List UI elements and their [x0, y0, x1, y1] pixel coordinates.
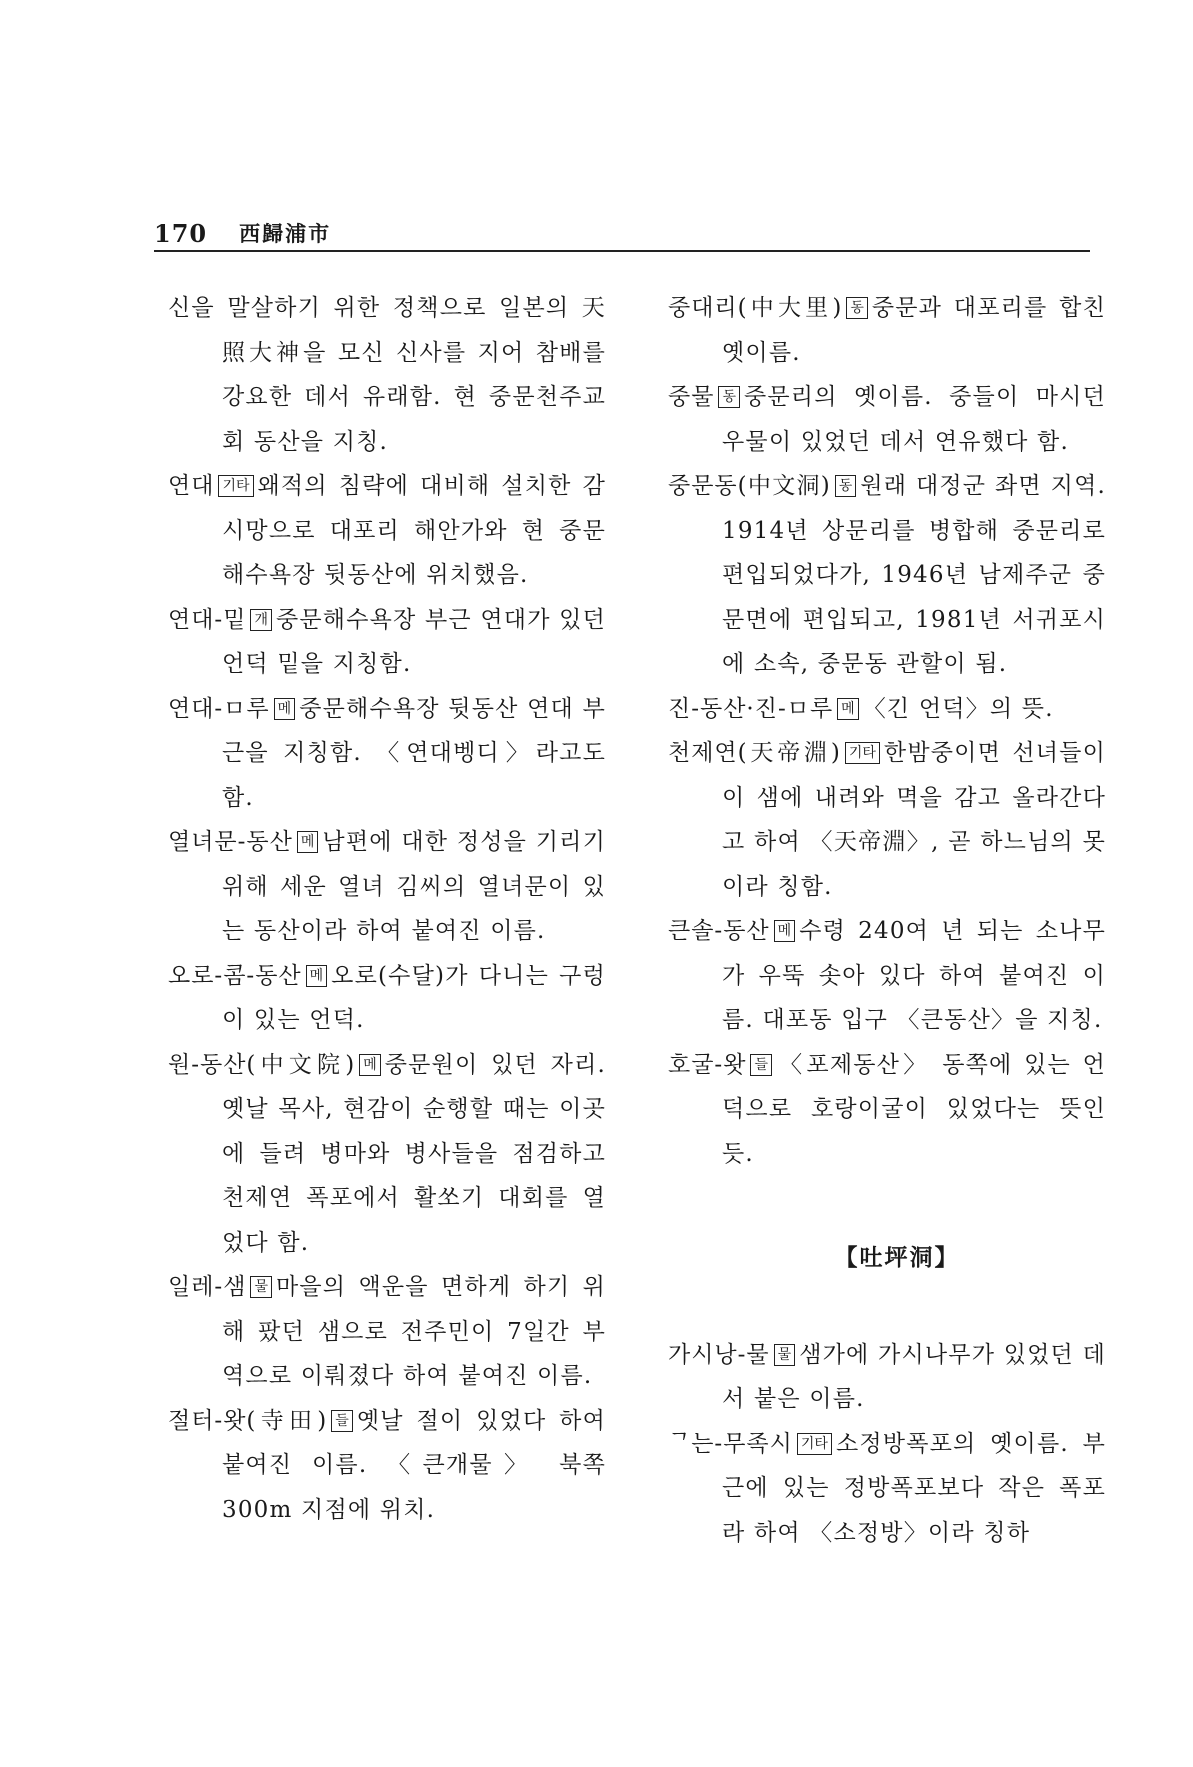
entry-won-dongsan — [168, 1043, 606, 1266]
entry-term: 연대-ㅁ루 — [168, 695, 270, 722]
category-tag: 동 — [835, 475, 857, 497]
entry-term: 가시낭-물 — [668, 1341, 770, 1368]
category-tag: 들 — [331, 1410, 353, 1432]
entry-term: 절터-왓(寺田) — [168, 1407, 328, 1434]
entry-hogul-wat — [668, 1043, 1106, 1177]
entry-jungmul — [668, 375, 1106, 464]
entry-body: 남편에 대한 정성을 기리기 위해 세운 열녀 김씨의 열녀문이 있는 동산이라 하여 붙여진 이름. — [222, 829, 606, 944]
entry-cheonjeyeon — [668, 731, 1106, 909]
entry-term: 진-동산·진-ㅁ루 — [668, 695, 834, 722]
entry-body: 중문리의 옛이름. 중들이 마시던 우물이 있었던 데서 연유했다 함. — [722, 384, 1106, 455]
entry-body: 중문과 대포리를 합친 옛이름. — [722, 295, 1106, 366]
category-tag: 들 — [750, 1054, 772, 1076]
running-title: 西歸浦市 — [239, 221, 332, 246]
entry-body: 〈포제동산〉 동쪽에 있는 언덕으로 호랑이굴이 있었다는 뜻인 듯. — [722, 1051, 1106, 1167]
page-header — [154, 210, 1090, 248]
entry-body: 중문원이 있던 자리. 옛날 목사, 현감이 순행할 때는 이곳에 들려 병마와 병사들을 점검하고 천제연 폭포에서 활쏘기 대회를 열었다 함. — [222, 1051, 606, 1256]
entry-term: 일레-샘 — [168, 1274, 247, 1300]
entry-body: 옛날 절이 있었다 하여 붙여진 이름. 〈큰개물〉 북쪽 300m 지점에 위치. — [222, 1407, 607, 1523]
entry-yeondae-mit — [168, 598, 606, 687]
entry-yeolnyeomun — [168, 820, 606, 954]
category-tag: 물 — [250, 1276, 272, 1298]
entry-jungdae-ri — [668, 286, 1106, 375]
entry-term: 연대 — [168, 473, 215, 499]
category-tag: 동 — [846, 297, 868, 319]
category-tag: 메 — [774, 920, 796, 942]
entry-body: 중문해수욕장 뒷동산 연대 부근을 지칭함. 〈연대벵디〉라고도 함. — [222, 695, 606, 811]
entry-term: 연대-밑 — [168, 606, 247, 633]
entry-body: 신을 말살하기 위한 정책으로 일본의 天照大神을 모신 신사를 지어 참배를 강요한 데서 유래함. 현 중문천주교회 동산을 지칭. — [168, 295, 606, 455]
entry-term: 중문동(中文洞) — [668, 473, 831, 499]
entry-jungmun-dong — [668, 464, 1106, 687]
category-tag: 메 — [306, 965, 328, 987]
category-tag: 기타 — [218, 475, 253, 497]
entry-term: 열녀문-동산 — [168, 829, 293, 855]
entry-oro-kom — [168, 954, 606, 1043]
entry-body: 〈긴 언덕〉의 뜻. — [862, 695, 1054, 722]
entry-term: 오로-콤-동산 — [168, 962, 302, 989]
entry-body: 마을의 액운을 면하게 하기 위해 팠던 샘으로 전주민이 7일간 부역으로 이뤄졌다 하여 붙여진 이름. — [222, 1274, 606, 1389]
entry-term: 원-동산(中文院) — [168, 1051, 356, 1078]
entry-yeondae — [168, 464, 606, 598]
entry-term: 중물 — [668, 384, 715, 410]
entry-body: 소정방폭포의 옛이름. 부근에 있는 정방폭포보다 작은 폭포라 하여 〈소정방〉이라 칭하 — [722, 1430, 1106, 1546]
category-tag: 기타 — [797, 1433, 832, 1455]
entry-body: 중문해수욕장 부근 연대가 있던 언덕 밑을 지칭함. — [222, 606, 606, 677]
entry-ille-saem — [168, 1265, 606, 1399]
header-rule — [154, 250, 1090, 252]
category-tag: 기타 — [845, 742, 880, 764]
entry-keunsol-dongsan — [668, 909, 1106, 1043]
entry-term: 호굴-왓 — [668, 1051, 747, 1078]
entry-gasinang-mul — [668, 1333, 1106, 1422]
entry-term: 중대리(中大里) — [668, 295, 843, 321]
category-tag: 메 — [274, 698, 296, 720]
entry-jin-dongsan — [668, 687, 1106, 732]
entry-continuation — [168, 286, 606, 464]
entry-yeondae-maru — [168, 687, 606, 821]
entry-body: 수령 240여 년 되는 소나무가 우뚝 솟아 있다 하여 붙여진 이름. 대포동 입구 〈큰동산〉을 지칭. — [722, 918, 1106, 1033]
entry-body: 왜적의 침략에 대비해 설치한 감시망으로 대포리 해안가와 현 중문해수욕장 뒷동산에 위치했음. — [222, 473, 606, 588]
left-column — [168, 286, 606, 1532]
category-tag: 메 — [297, 831, 319, 853]
entry-term: 천제연(天帝淵) — [668, 740, 841, 766]
category-tag: 메 — [837, 698, 859, 720]
section-heading: 【吐坪洞】 — [834, 1244, 960, 1271]
category-tag: 개 — [250, 609, 272, 631]
entry-body: 오로(수달)가 다니는 구렁이 있는 언덕. — [222, 962, 606, 1033]
page-number: 170 — [154, 219, 208, 248]
category-tag: 메 — [359, 1054, 381, 1076]
category-tag: 물 — [774, 1344, 796, 1366]
entry-body: 원래 대정군 좌면 지역. 1914년 상문리를 병합해 중문리로 편입되었다가, 1946년 남제주군 중문면에 편입되고, 1981년 서귀포시에 소속, 중문동 관할이 됨. — [722, 473, 1106, 677]
entry-jeolteo-wat — [168, 1399, 606, 1533]
category-tag: 동 — [718, 386, 740, 408]
entry-ganeun-mujoksi — [668, 1422, 1106, 1556]
entry-body: 샘가에 가시나무가 있었던 데서 붙은 이름. — [722, 1341, 1106, 1412]
right-column — [668, 286, 1106, 1555]
entry-body: 한밤중이면 선녀들이 이 샘에 내려와 멱을 감고 올라간다고 하여 〈天帝淵〉, 곧 하느님의 못이라 칭함. — [722, 740, 1106, 900]
entry-term: 큰솔-동산 — [668, 918, 770, 944]
entry-term: ᄀ는-무족시 — [668, 1430, 793, 1457]
